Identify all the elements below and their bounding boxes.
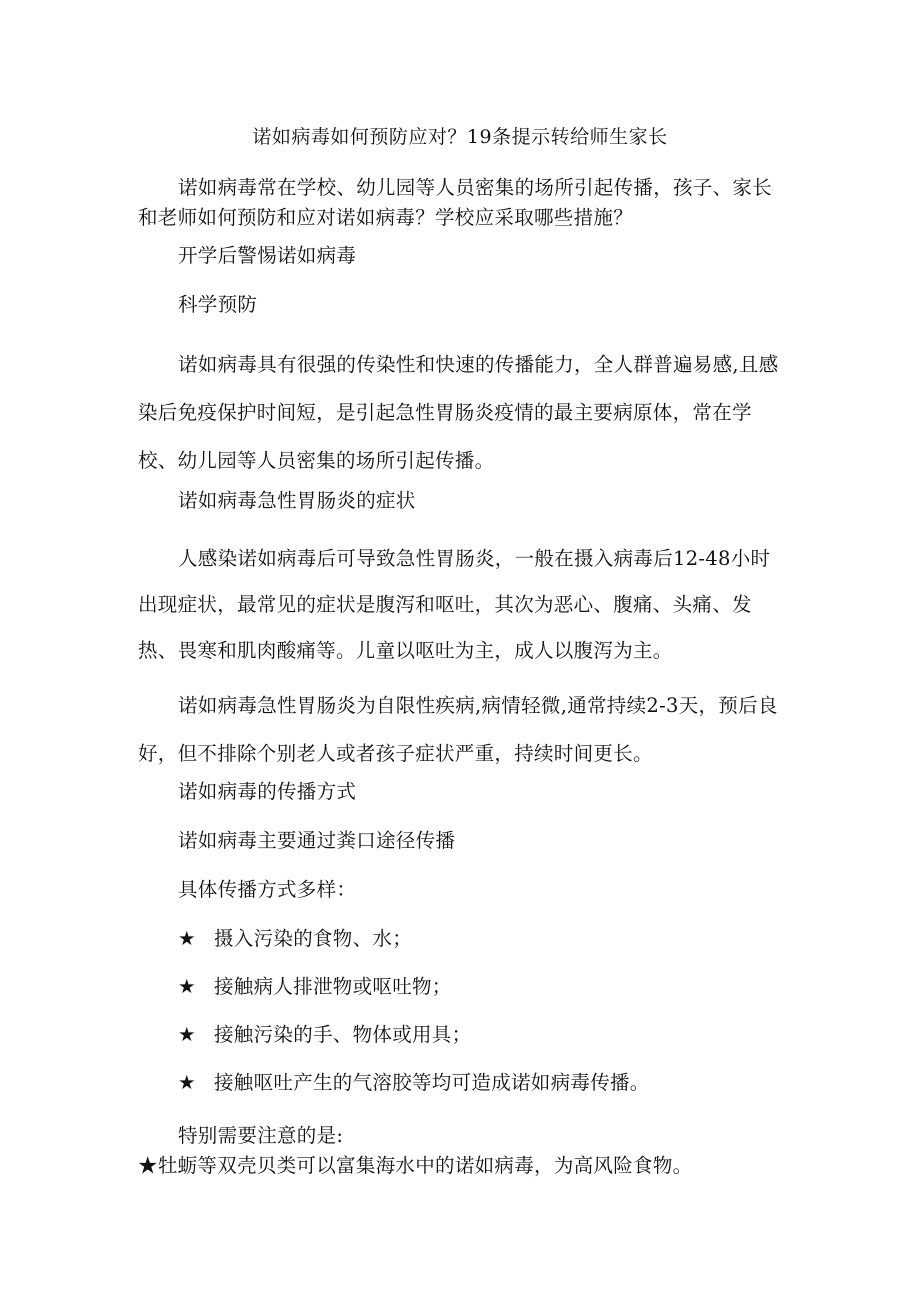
list-item: [138, 1069, 788, 1097]
intro-paragraph: 诺如病毒常在学校、幼儿园等人员密集的场所引起传播，孩子、家长和老师如何预防和应对诺如病毒？学校应采取哪些措施？: [138, 176, 773, 229]
infectivity-paragraph: 诺如病毒具有很强的传染性和快速的传播能力，全人群普遍易感,且感染后免疫保护时间短，是引起急性胃肠炎疫情的最主要病原体，常在学校、幼儿园等人员密集的场所引起传播。: [138, 353, 779, 472]
star-icon: ★: [178, 975, 196, 998]
list-item: [138, 973, 788, 1001]
list-item-text: 接触呕吐产生的气溶胶等均可造成诺如病毒传播。: [214, 1071, 650, 1094]
course-paragraph: 诺如病毒急性胃肠炎为自限性疾病,病情轻微,通常持续2-3天，预后良好，但不排除个别老人或者孩子症状严重，持续时间更长。: [138, 694, 778, 765]
star-icon: ★: [178, 1023, 196, 1046]
note-item-text: 牡蛎等双壳贝类可以富集海水中的诺如病毒，为高风险食物。: [157, 1154, 693, 1177]
fecal-oral-paragraph: 诺如病毒主要通过粪口途径传播: [178, 829, 456, 852]
note-heading: 特别需要注意的是:: [178, 1124, 344, 1147]
star-icon: ★: [178, 927, 196, 950]
heading-transmission: 诺如病毒的传播方式: [178, 780, 357, 803]
star-icon: ★: [138, 1154, 158, 1177]
list-item: [138, 1021, 788, 1049]
symptoms-paragraph: 人感染诺如病毒后可导致急性胃肠炎，一般在摄入病毒后12-48小时出现症状，最常见的症状是腹泻和呕吐，其次为恶心、腹痛、头痛、发热、畏寒和肌肉酸痛等。儿童以呕吐为主，成人以腹泻为主。: [138, 547, 771, 662]
list-item-text: 接触病人排泄物或呕吐物；: [214, 975, 452, 998]
ways-intro-paragraph: 具体传播方式多样：: [178, 878, 357, 901]
document-title: 诺如病毒如何预防应对？19条提示转给师生家长: [252, 126, 668, 148]
heading-symptoms: 诺如病毒急性胃肠炎的症状: [178, 489, 416, 512]
list-item-text: 接触污染的手、物体或用具；: [214, 1023, 472, 1046]
note-item: [138, 1152, 788, 1180]
list-item-text: 摄入污染的食物、水；: [214, 927, 413, 950]
list-item: [138, 925, 788, 953]
heading-alert: 开学后警惕诺如病毒: [178, 244, 357, 267]
heading-prevention: 科学预防: [178, 293, 258, 316]
star-icon: ★: [178, 1071, 196, 1094]
